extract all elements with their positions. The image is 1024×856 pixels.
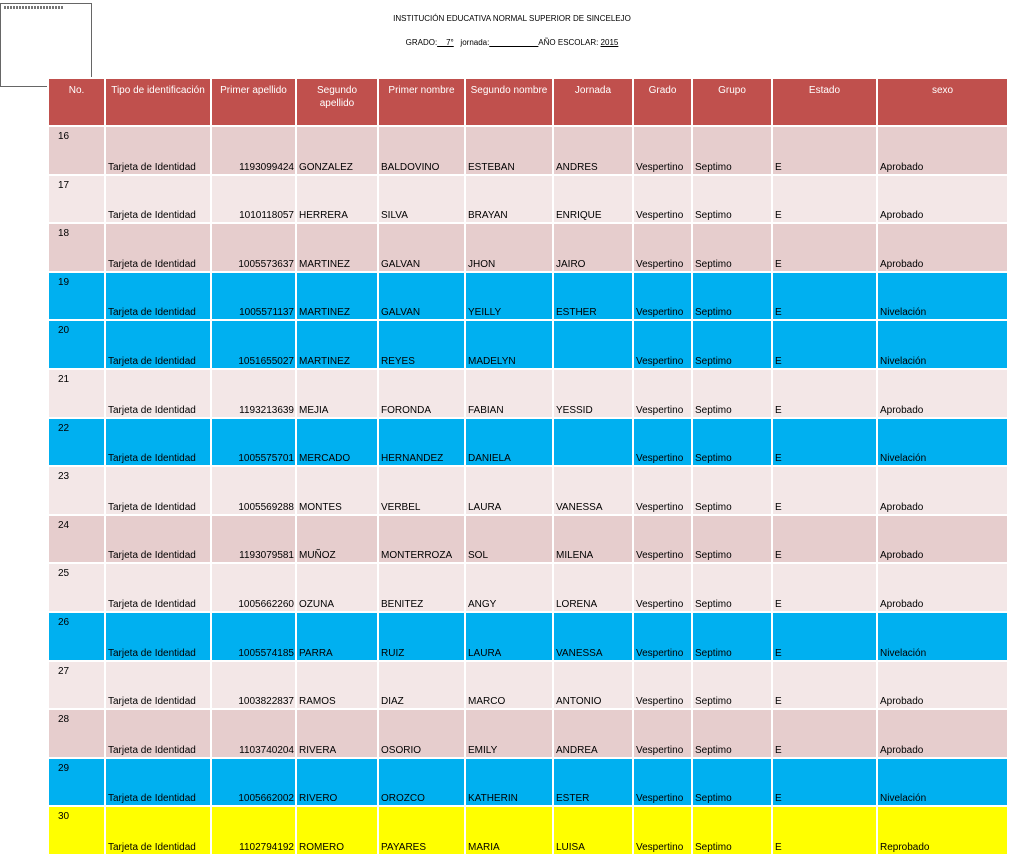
grado-cell: Septimo — [692, 320, 772, 369]
grupo-cell: E — [772, 709, 877, 758]
first-surname-cell: PARRA — [296, 612, 378, 661]
second-name-cell: LORENA — [553, 563, 633, 612]
second-surname-cell: BALDOVINO — [378, 126, 465, 175]
id-type-cell: Tarjeta de Identidad — [105, 320, 211, 369]
table-row — [48, 612, 1008, 661]
grado-cell: Septimo — [692, 661, 772, 710]
row-number: 25 — [48, 563, 105, 612]
jornada-cell: Vespertino — [633, 515, 692, 564]
column-header: Estado — [772, 78, 877, 126]
table-header-row — [48, 78, 1008, 126]
grupo-cell: E — [772, 515, 877, 564]
grado-cell: Septimo — [692, 175, 772, 224]
id-type-cell: Tarjeta de Identidad — [105, 563, 211, 612]
jornada-cell: Vespertino — [633, 709, 692, 758]
table-row — [48, 661, 1008, 710]
id-type-cell: Tarjeta de Identidad — [105, 466, 211, 515]
first-name-cell: JHON — [465, 223, 553, 272]
table-row — [48, 709, 1008, 758]
column-header: Primer apellido — [211, 78, 296, 126]
column-header: Grado — [633, 78, 692, 126]
id-number-cell: 1005569288 — [211, 466, 296, 515]
row-number: 21 — [48, 369, 105, 418]
estado-cell: Aprobado — [877, 369, 1008, 418]
grupo-cell: E — [772, 418, 877, 467]
table-row — [48, 466, 1008, 515]
id-type-cell: Tarjeta de Identidad — [105, 612, 211, 661]
id-number-cell: 1103740204 — [211, 709, 296, 758]
jornada-cell: Vespertino — [633, 758, 692, 807]
grupo-cell: E — [772, 126, 877, 175]
second-name-cell: ANTONIO — [553, 661, 633, 710]
id-number-cell: 1193213639 — [211, 369, 296, 418]
table-row — [48, 515, 1008, 564]
grado-cell: Septimo — [692, 515, 772, 564]
row-number: 23 — [48, 466, 105, 515]
first-name-cell: YEILLY — [465, 272, 553, 321]
first-name-cell: EMILY — [465, 709, 553, 758]
estado-cell: Aprobado — [877, 563, 1008, 612]
grado-cell: Septimo — [692, 563, 772, 612]
id-number-cell: 1005573637 — [211, 223, 296, 272]
second-surname-cell: BENITEZ — [378, 563, 465, 612]
column-header: Primer nombre — [378, 78, 465, 126]
grupo-cell: E — [772, 223, 877, 272]
jornada-value: ___________ — [489, 38, 539, 47]
table-row — [48, 758, 1008, 807]
second-surname-cell: HERNANDEZ — [378, 418, 465, 467]
estado-cell: Nivelación — [877, 272, 1008, 321]
logo-fine-print — [4, 6, 64, 9]
estado-cell: Nivelación — [877, 418, 1008, 467]
first-name-cell: LAURA — [465, 612, 553, 661]
first-surname-cell: MARTINEZ — [296, 272, 378, 321]
jornada-label: jornada: — [460, 38, 490, 47]
row-number: 16 — [48, 126, 105, 175]
table-row — [48, 320, 1008, 369]
column-header: Segundo nombre — [465, 78, 553, 126]
id-number-cell: 1102794192 — [211, 806, 296, 855]
first-surname-cell: HERRERA — [296, 175, 378, 224]
column-header: sexo — [877, 78, 1008, 126]
grupo-cell: E — [772, 806, 877, 855]
id-type-cell: Tarjeta de Identidad — [105, 515, 211, 564]
first-surname-cell: RIVERO — [296, 758, 378, 807]
grupo-cell: E — [772, 466, 877, 515]
id-number-cell: 1193079581 — [211, 515, 296, 564]
table-row — [48, 418, 1008, 467]
table-row — [48, 223, 1008, 272]
id-number-cell: 1005662002 — [211, 758, 296, 807]
first-surname-cell: RAMOS — [296, 661, 378, 710]
first-surname-cell: MONTES — [296, 466, 378, 515]
jornada-cell: Vespertino — [633, 272, 692, 321]
first-surname-cell: MEJIA — [296, 369, 378, 418]
column-header: Segundo apellido — [296, 78, 378, 126]
table-row — [48, 563, 1008, 612]
id-number-cell: 1010118057 — [211, 175, 296, 224]
anio-value: 2015 — [600, 38, 619, 47]
second-surname-cell: DIAZ — [378, 661, 465, 710]
first-name-cell: FABIAN — [465, 369, 553, 418]
second-name-cell: ANDREA — [553, 709, 633, 758]
second-surname-cell: PAYARES — [378, 806, 465, 855]
second-surname-cell: FORONDA — [378, 369, 465, 418]
first-name-cell: LAURA — [465, 466, 553, 515]
grado-cell: Septimo — [692, 126, 772, 175]
grupo-cell: E — [772, 563, 877, 612]
jornada-cell: Vespertino — [633, 175, 692, 224]
jornada-cell: Vespertino — [633, 466, 692, 515]
grupo-cell: E — [772, 369, 877, 418]
first-surname-cell: RIVERA — [296, 709, 378, 758]
second-surname-cell: VERBEL — [378, 466, 465, 515]
row-number: 17 — [48, 175, 105, 224]
grupo-cell: E — [772, 320, 877, 369]
second-name-cell: LUISA — [553, 806, 633, 855]
first-surname-cell: GONZALEZ — [296, 126, 378, 175]
first-name-cell: ANGY — [465, 563, 553, 612]
estado-cell: Nivelación — [877, 758, 1008, 807]
grado-cell: Septimo — [692, 272, 772, 321]
grupo-cell: E — [772, 272, 877, 321]
id-type-cell: Tarjeta de Identidad — [105, 175, 211, 224]
table-row — [48, 126, 1008, 175]
jornada-cell: Vespertino — [633, 661, 692, 710]
grado-cell: Septimo — [692, 806, 772, 855]
first-surname-cell: MARTINEZ — [296, 320, 378, 369]
jornada-cell: Vespertino — [633, 369, 692, 418]
second-name-cell: MILENA — [553, 515, 633, 564]
column-header: Jornada — [553, 78, 633, 126]
grado-cell: Septimo — [692, 612, 772, 661]
table-row — [48, 806, 1008, 855]
anio-label: AÑO ESCOLAR: — [538, 38, 599, 47]
grupo-cell: E — [772, 612, 877, 661]
column-header: No. — [48, 78, 105, 126]
second-name-cell — [553, 320, 633, 369]
jornada-cell: Vespertino — [633, 223, 692, 272]
id-type-cell: Tarjeta de Identidad — [105, 806, 211, 855]
first-name-cell: SOL — [465, 515, 553, 564]
estado-cell: Aprobado — [877, 175, 1008, 224]
second-surname-cell: OROZCO — [378, 758, 465, 807]
first-surname-cell: ROMERO — [296, 806, 378, 855]
row-number: 20 — [48, 320, 105, 369]
grado-cell: Septimo — [692, 223, 772, 272]
column-header: Grupo — [692, 78, 772, 126]
row-number: 22 — [48, 418, 105, 467]
column-header: Tipo de identificación — [105, 78, 211, 126]
id-type-cell: Tarjeta de Identidad — [105, 418, 211, 467]
estado-cell: Nivelación — [877, 320, 1008, 369]
grado-cell: Septimo — [692, 466, 772, 515]
id-number-cell: 1051655027 — [211, 320, 296, 369]
jornada-cell: Vespertino — [633, 418, 692, 467]
document-subtitle — [0, 38, 1024, 47]
first-surname-cell: OZUNA — [296, 563, 378, 612]
second-name-cell: VANESSA — [553, 612, 633, 661]
row-number: 24 — [48, 515, 105, 564]
id-number-cell: 1005571137 — [211, 272, 296, 321]
row-number: 27 — [48, 661, 105, 710]
second-surname-cell: MONTERROZA — [378, 515, 465, 564]
second-name-cell: JAIRO — [553, 223, 633, 272]
first-name-cell: BRAYAN — [465, 175, 553, 224]
jornada-cell: Vespertino — [633, 563, 692, 612]
id-type-cell: Tarjeta de Identidad — [105, 758, 211, 807]
first-name-cell: ESTEBAN — [465, 126, 553, 175]
id-type-cell: Tarjeta de Identidad — [105, 709, 211, 758]
second-surname-cell: RUIZ — [378, 612, 465, 661]
jornada-cell: Vespertino — [633, 612, 692, 661]
row-number: 19 — [48, 272, 105, 321]
id-type-cell: Tarjeta de Identidad — [105, 272, 211, 321]
estado-cell: Aprobado — [877, 466, 1008, 515]
first-surname-cell: MARTINEZ — [296, 223, 378, 272]
grado-cell: Septimo — [692, 369, 772, 418]
grupo-cell: E — [772, 175, 877, 224]
estado-cell: Aprobado — [877, 709, 1008, 758]
id-number-cell: 1005662260 — [211, 563, 296, 612]
grado-cell: Septimo — [692, 418, 772, 467]
second-name-cell — [553, 418, 633, 467]
table-row — [48, 369, 1008, 418]
second-name-cell: YESSID — [553, 369, 633, 418]
id-type-cell: Tarjeta de Identidad — [105, 369, 211, 418]
estado-cell: Aprobado — [877, 223, 1008, 272]
row-number: 29 — [48, 758, 105, 807]
table-body — [48, 126, 1008, 855]
id-type-cell: Tarjeta de Identidad — [105, 126, 211, 175]
first-surname-cell: MUÑOZ — [296, 515, 378, 564]
jornada-cell: Vespertino — [633, 126, 692, 175]
estado-cell: Nivelación — [877, 612, 1008, 661]
row-number: 28 — [48, 709, 105, 758]
second-name-cell: ENRIQUE — [553, 175, 633, 224]
grado-cell: Septimo — [692, 758, 772, 807]
table-row — [48, 175, 1008, 224]
row-number: 30 — [48, 806, 105, 855]
first-surname-cell: MERCADO — [296, 418, 378, 467]
second-name-cell: ANDRES — [553, 126, 633, 175]
grado-label: GRADO: — [405, 38, 438, 47]
row-number: 26 — [48, 612, 105, 661]
id-number-cell: 1003822837 — [211, 661, 296, 710]
grupo-cell: E — [772, 661, 877, 710]
estado-cell: Reprobado — [877, 806, 1008, 855]
grupo-cell: E — [772, 758, 877, 807]
first-name-cell: DANIELA — [465, 418, 553, 467]
id-type-cell: Tarjeta de Identidad — [105, 661, 211, 710]
estado-cell: Aprobado — [877, 126, 1008, 175]
grado-value: __7° — [437, 38, 454, 47]
second-surname-cell: GALVAN — [378, 223, 465, 272]
first-name-cell: MARIA — [465, 806, 553, 855]
second-surname-cell: GALVAN — [378, 272, 465, 321]
second-surname-cell: SILVA — [378, 175, 465, 224]
jornada-cell: Vespertino — [633, 806, 692, 855]
first-name-cell: MARCO — [465, 661, 553, 710]
id-number-cell: 1005574185 — [211, 612, 296, 661]
jornada-cell: Vespertino — [633, 320, 692, 369]
second-name-cell: VANESSA — [553, 466, 633, 515]
document-title: INSTITUCIÓN EDUCATIVA NORMAL SUPERIOR DE SINCELEJO — [393, 14, 631, 23]
estado-cell: Aprobado — [877, 515, 1008, 564]
row-number: 18 — [48, 223, 105, 272]
grado-cell: Septimo — [692, 709, 772, 758]
estado-cell: Aprobado — [877, 661, 1008, 710]
student-table — [47, 77, 1009, 856]
second-name-cell: ESTER — [553, 758, 633, 807]
first-name-cell: MADELYN — [465, 320, 553, 369]
id-number-cell: 1193099424 — [211, 126, 296, 175]
id-type-cell: Tarjeta de Identidad — [105, 223, 211, 272]
table-row — [48, 272, 1008, 321]
first-name-cell: KATHERIN — [465, 758, 553, 807]
second-surname-cell: OSORIO — [378, 709, 465, 758]
second-name-cell: ESTHER — [553, 272, 633, 321]
second-surname-cell: REYES — [378, 320, 465, 369]
id-number-cell: 1005575701 — [211, 418, 296, 467]
